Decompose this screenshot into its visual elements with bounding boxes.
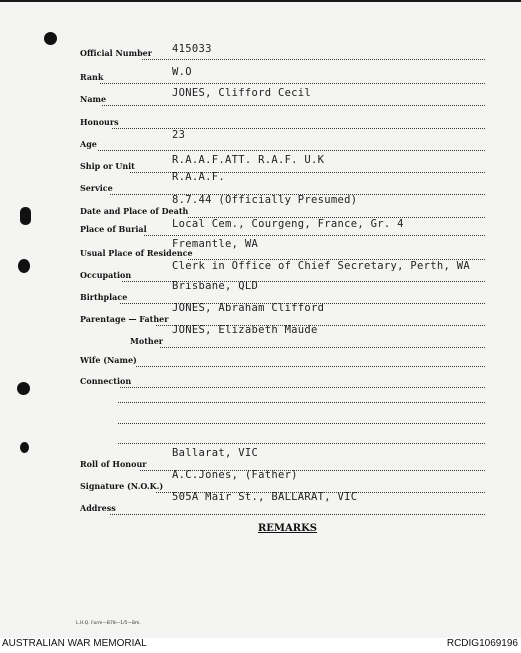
field-rank (80, 66, 485, 84)
field-value: 8.7.44 (Officially Presumed) (172, 194, 358, 206)
field-usual-place-of-residence (80, 238, 485, 260)
field-date-place-of-death (80, 194, 485, 218)
field-place-of-burial (80, 218, 485, 236)
field-label: Roll of Honour (80, 459, 147, 469)
field-honours (80, 115, 485, 129)
field-value: R.A.A.F.ATT. R.A.F. U.K (172, 154, 325, 166)
field-age (80, 129, 485, 151)
field-value: 505A Mair St., BALLARAT, VIC (172, 491, 358, 503)
field-label: Name (80, 94, 107, 104)
punch-hole (20, 442, 29, 453)
field-value: R.A.A.F. (172, 171, 225, 183)
field-value: Fremantle, WA (172, 238, 259, 250)
footer-left-label: AUSTRALIAN WAR MEMORIAL (2, 638, 147, 649)
field-value: Clerk in Office of Chief Secretary, Perth, WA (172, 260, 470, 272)
blank-line (118, 410, 485, 424)
field-official-number (80, 43, 485, 60)
remarks-heading: REMARKS (258, 523, 317, 534)
footer-right-id: RCDIG1069196 (446, 638, 518, 649)
field-label: Official Number (80, 48, 152, 58)
field-value: Brisbane, QLD (172, 280, 259, 292)
field-label: Usual Place of Residence (80, 248, 193, 258)
blank-line (118, 430, 485, 444)
punch-hole (20, 207, 31, 225)
field-label: Parentage — Father (80, 314, 169, 324)
field-label: Wife (Name) (80, 355, 137, 365)
field-wife (80, 353, 485, 367)
field-label: Age (80, 139, 97, 149)
field-label: Place of Burial (80, 224, 147, 234)
field-name (80, 87, 485, 106)
field-label: Occupation (80, 270, 132, 280)
field-occupation (80, 260, 485, 282)
field-label: Connection (80, 376, 132, 386)
field-value: JONES, Abraham Clifford (172, 302, 325, 314)
punch-hole (18, 259, 30, 273)
blank-line (118, 389, 485, 403)
field-value: 415033 (172, 43, 212, 55)
field-value: JONES, Clifford Cecil (172, 87, 312, 99)
field-parentage-mother (130, 324, 485, 348)
punch-hole (44, 32, 57, 45)
field-value: W.O (172, 66, 192, 78)
field-value: JONES, Elizabeth Maude (172, 324, 318, 336)
printer-note: L.H.Q. Form—B78—1/5—Bm. (76, 621, 141, 626)
field-value: Local Cem., Courgeng, France, Gr. 4 (172, 218, 404, 230)
field-connection (80, 374, 485, 388)
field-value: A.C.Jones, (Father) (172, 469, 298, 481)
field-ship-or-unit (80, 154, 485, 173)
field-label: Birthplace (80, 292, 128, 302)
punch-hole (17, 382, 30, 395)
field-label: Date and Place of Death (80, 206, 189, 216)
field-label: Ship or Unit (80, 161, 135, 171)
field-label: Service (80, 183, 113, 193)
field-value: Ballarat, VIC (172, 447, 259, 459)
field-label: Address (80, 503, 116, 513)
field-label: Rank (80, 72, 104, 82)
field-label: Honours (80, 117, 119, 127)
field-service (80, 171, 485, 195)
field-label: Mother (130, 336, 164, 346)
field-label: Signature (N.O.K.) (80, 481, 164, 491)
field-address (80, 491, 485, 515)
field-value: 23 (172, 129, 186, 141)
